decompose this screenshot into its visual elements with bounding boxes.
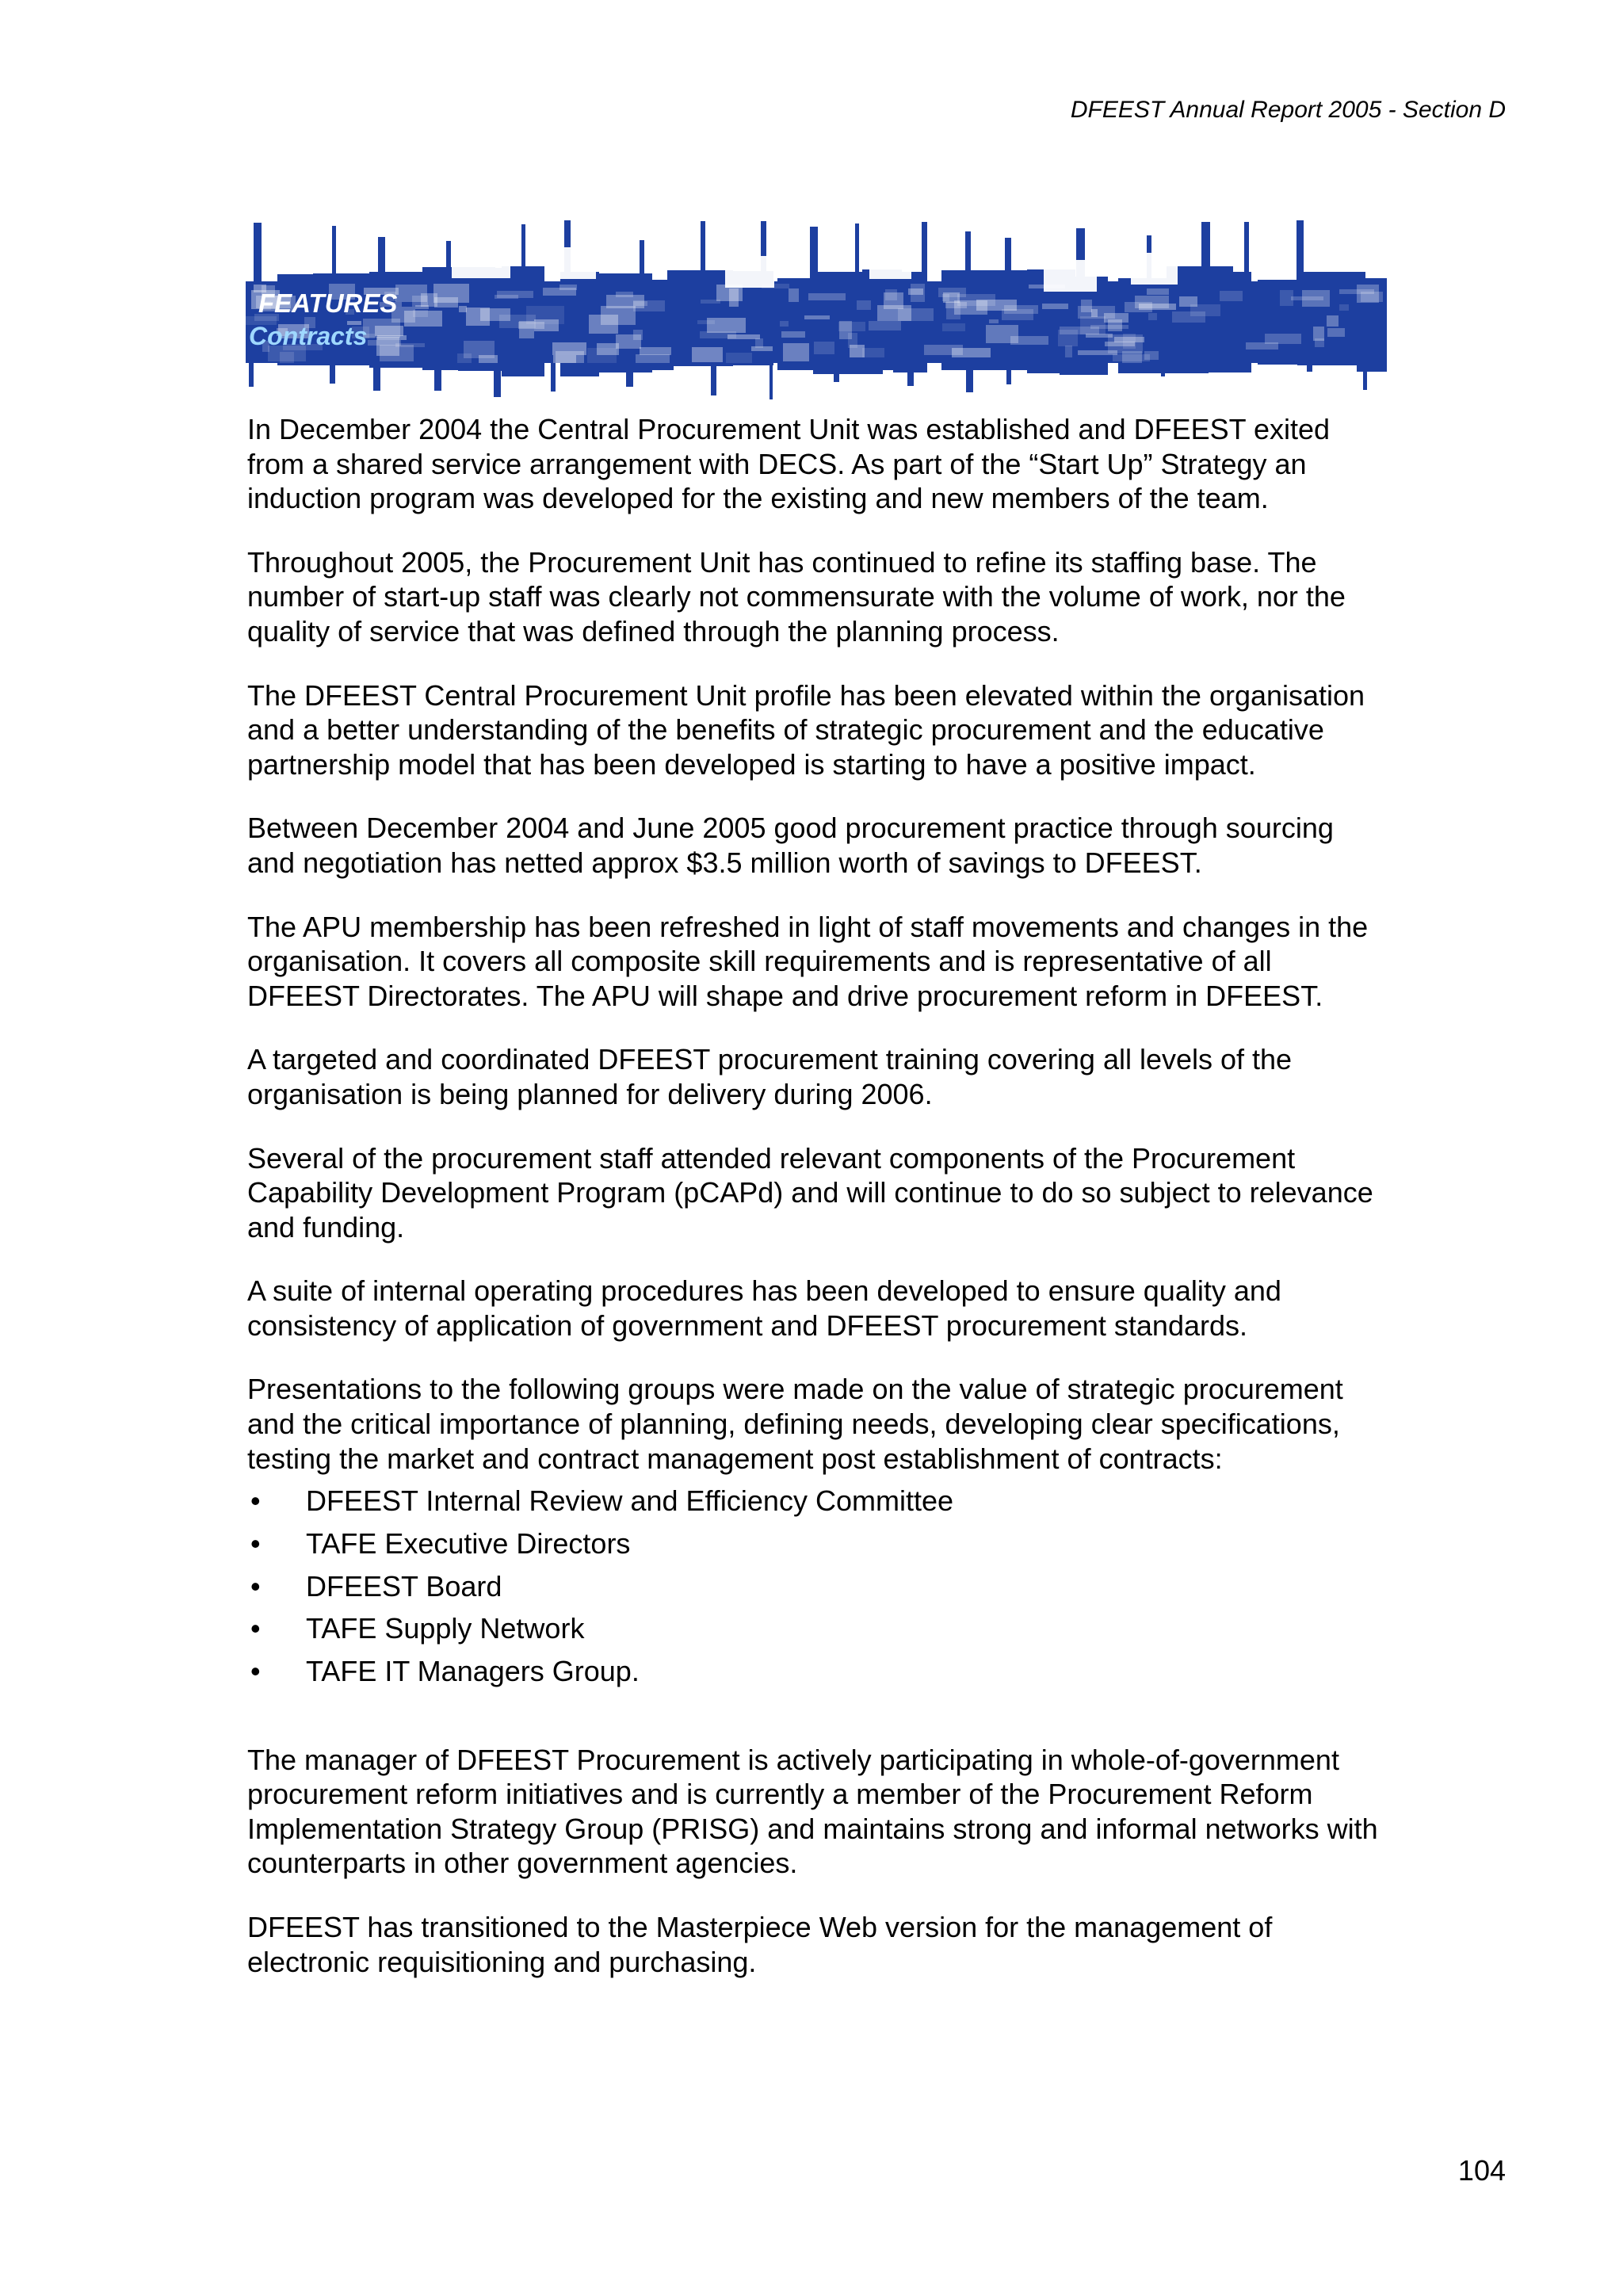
body-text <box>247 412 1388 2008</box>
paragraph: Between December 2004 and June 2005 good procurement practice through sourcing and negotiation has netted approx $3.5 million worth of savings to DFEEST. <box>247 812 1334 879</box>
band-tile <box>459 306 467 312</box>
band-tile <box>1139 304 1176 310</box>
paragraph: A targeted and coordinated DFEEST procurement training covering all levels of the organisation is being planned for delivery during 2006. <box>247 1043 1293 1110</box>
paragraph: The DFEEST Central Procurement Unit profile has been elevated within the organisation and a better understanding of the benefits of strategic procurement and the educative partnership model that has been developed is starting to have a positive impact. <box>247 678 1365 781</box>
band-tile <box>1104 313 1128 323</box>
tick-mark <box>1244 222 1249 287</box>
band-block <box>1131 253 1178 285</box>
band-tile <box>421 293 437 307</box>
band-tile <box>942 323 965 331</box>
band-block <box>553 247 596 279</box>
band-tile <box>1147 288 1169 295</box>
tick-mark <box>332 226 336 287</box>
band-tile <box>368 340 401 346</box>
band-tile <box>1327 328 1345 337</box>
band-tile <box>789 288 799 302</box>
tick-mark <box>855 223 859 287</box>
band-tile <box>1357 285 1379 303</box>
band-tile <box>1246 342 1278 350</box>
paragraph: Presentations to the following groups were made on the value of strategic procurement and the critical importance of planning, defining needs, developing clear specifications, testing the market and contract management post establishment of contracts: <box>247 1373 1343 1475</box>
band-tile <box>1172 311 1205 323</box>
band-tile <box>640 347 671 355</box>
band-tile <box>908 288 923 295</box>
band-tile <box>1339 304 1349 311</box>
paragraph: A suite of internal operating procedures has been developed to ensure quality and consistency of application of government and DFEEST procurement standards. <box>247 1274 1281 1342</box>
tick-mark <box>810 227 818 287</box>
band-tile <box>636 354 670 363</box>
band-tile <box>1042 304 1068 309</box>
band-tile <box>601 306 636 325</box>
band-tile <box>1220 291 1243 301</box>
band-tile <box>1148 313 1157 320</box>
tick-mark <box>378 237 385 287</box>
band-tile <box>862 348 884 357</box>
band-tile <box>616 334 641 349</box>
tick-mark <box>701 221 705 287</box>
tick-mark <box>965 231 971 287</box>
bullet-icon: • <box>250 1612 261 1645</box>
band-tile <box>783 343 809 361</box>
list-item <box>247 1654 1388 1697</box>
band-tile <box>616 292 633 297</box>
paragraph: Several of the procurement staff attended relevant components of the Procurement Capability Development Program (pCAPd) and will continue to do so subject to relevance and funding. <box>247 1141 1373 1244</box>
band-tile <box>633 301 647 306</box>
band-tile <box>692 347 723 362</box>
banner-subtitle: Contracts <box>249 322 368 350</box>
tick-mark <box>1201 222 1210 287</box>
band-tile <box>1058 330 1078 346</box>
band-tile <box>839 321 852 339</box>
band-tile <box>808 293 846 300</box>
band-tile <box>1091 309 1098 317</box>
band-tile <box>1327 315 1338 327</box>
band-tile <box>466 308 490 326</box>
tick-mark <box>521 224 525 287</box>
bullet-icon: • <box>250 1569 261 1603</box>
band-tile <box>755 338 763 348</box>
band-tile <box>898 308 934 321</box>
band-tile <box>559 285 577 290</box>
paragraph: The APU membership has been refreshed in light of staff movements and changes in the organisation. It covers all composite skill requirements and is representative of all DFEEST Directorates. The APU will shape and drive procurement reform in DFEEST. <box>247 910 1369 1012</box>
tick-mark <box>1005 238 1011 287</box>
band-tile <box>924 345 963 355</box>
band-tile <box>457 353 472 363</box>
list-item <box>247 1484 1388 1526</box>
list-item-text: TAFE IT Managers Group. <box>306 1655 640 1687</box>
band-tile <box>976 300 1017 311</box>
band-tile <box>415 305 429 309</box>
band-tile <box>479 355 498 363</box>
list-item-text: TAFE Executive Directors <box>306 1526 631 1560</box>
bullet-list <box>247 1484 1388 1696</box>
list-item <box>247 1569 1388 1612</box>
banner-title: FEATURES <box>258 288 398 318</box>
paragraph: Throughout 2005, the Procurement Unit has continued to refine its staffing base. The number of start-up staff was clearly not commensurate with the volume of work, nor the quality of service that was defined through the planning process. <box>247 545 1346 648</box>
band-tile <box>376 337 399 356</box>
paragraph: The manager of DFEEST Procurement is actively participating in whole-of-government procurement reform initiatives and is currently a member of the Procurement Reform Implementation Strategy Group (PRISG) and maintains strong and informal networks with counterparts in other government agencies. <box>247 1743 1378 1880</box>
band-tile <box>1302 290 1330 307</box>
band-tile <box>1315 338 1324 347</box>
band-tile <box>814 342 834 354</box>
band-block <box>1044 260 1097 292</box>
tick-mark <box>446 241 451 287</box>
band-tile <box>869 321 901 330</box>
band-block <box>869 247 911 279</box>
tick-mark <box>254 223 262 287</box>
bullet-icon: • <box>250 1526 261 1560</box>
list-item-text: DFEEST Internal Review and Efficiency Committee <box>306 1484 953 1518</box>
band-tile <box>1081 300 1092 312</box>
banner-graphic <box>246 214 1387 404</box>
band-tile <box>553 355 576 363</box>
list-item <box>247 1611 1388 1654</box>
band-tile <box>1108 334 1143 353</box>
band-block <box>725 256 774 288</box>
tick-mark <box>922 222 927 287</box>
band-tile <box>781 331 805 338</box>
list-item-text: TAFE Supply Network <box>306 1612 585 1645</box>
band-tile <box>942 294 949 301</box>
page-number: 104 <box>1457 2154 1506 2187</box>
band-tile <box>1010 336 1048 345</box>
list-item-text: DFEEST Board <box>306 1569 502 1603</box>
band-tile <box>989 319 999 323</box>
running-header: DFEEST Annual Report 2005 - Section D <box>1070 97 1506 123</box>
band-tile <box>552 342 586 355</box>
bullet-icon: • <box>250 1484 261 1518</box>
band-tile <box>519 321 534 338</box>
band-tile <box>1065 346 1072 357</box>
band-tile <box>587 348 617 363</box>
band-tile <box>780 321 789 327</box>
band-tile <box>413 310 428 317</box>
paragraph: DFEEST has transitioned to the Masterpiece Web version for the management of electronic requisitioning and purchasing. <box>247 1911 1273 1978</box>
band-tile <box>726 353 752 363</box>
band-tile <box>857 300 871 310</box>
band-tile <box>804 315 830 319</box>
tick-mark <box>1296 220 1304 287</box>
list-item <box>247 1526 1388 1569</box>
tick-mark <box>640 240 644 287</box>
band-tile <box>434 297 458 308</box>
features-banner <box>246 214 1387 404</box>
band-block <box>452 246 510 278</box>
bullet-icon: • <box>250 1655 261 1687</box>
band-tile <box>495 295 518 299</box>
band-tile <box>363 319 400 338</box>
paragraph: In December 2004 the Central Procurement Unit was established and DFEEST exited from a shared service arrangement with DECS. As part of the “Start Up” Strategy an induction program was developed for the existing and new members of the team. <box>247 413 1331 515</box>
band-tile <box>707 318 746 333</box>
